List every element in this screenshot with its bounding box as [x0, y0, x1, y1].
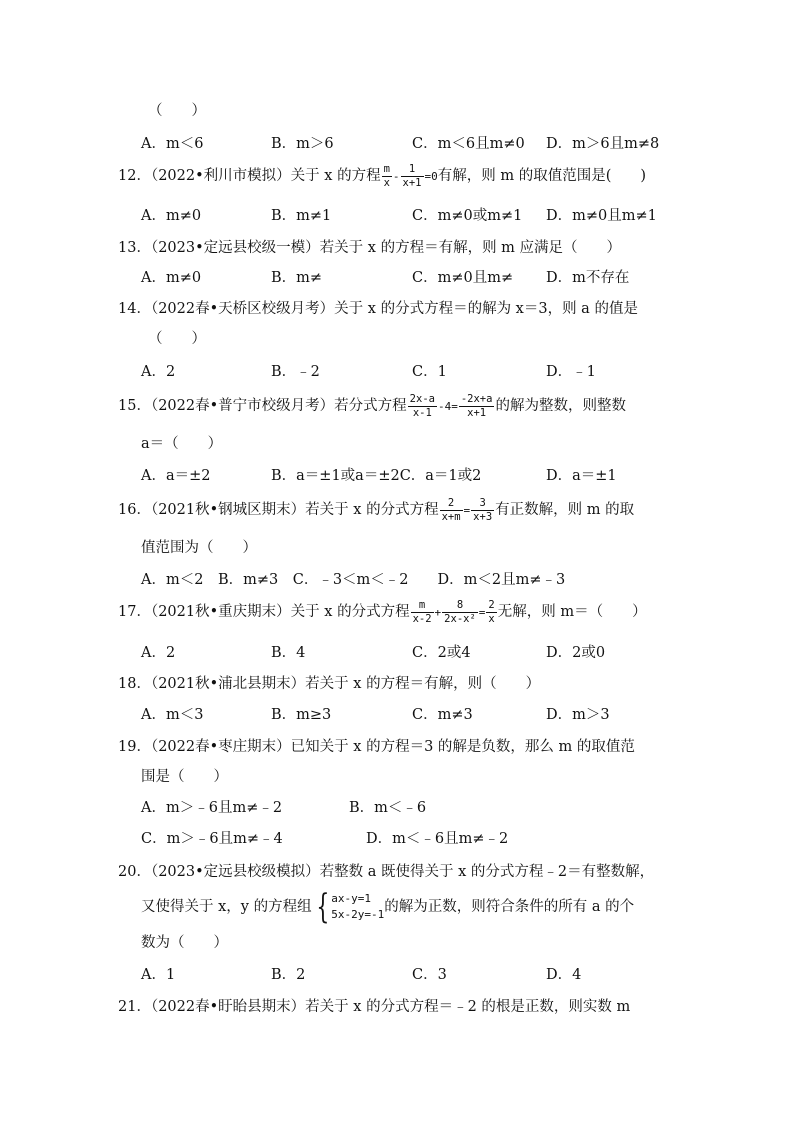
- q14-number: 14．: [118, 301, 151, 317]
- q20-number: 20．: [118, 864, 151, 880]
- q18-option-b: B．m≥3: [271, 707, 332, 723]
- q13-number: 13．: [118, 240, 151, 256]
- q12-post: 有解，则 m 的取值范围是( ): [437, 168, 647, 184]
- q13-option-d: D．m不存在: [546, 270, 630, 286]
- q12-source: （2022•利川市模拟）: [150, 168, 291, 184]
- q17-fraction-3: [486, 599, 496, 626]
- q19-stem: [118, 737, 635, 757]
- q17-stem: [118, 597, 647, 628]
- q15-fraction-2: [459, 393, 495, 420]
- q16-frac2-den: x+3: [473, 510, 493, 523]
- q13-option-c: C．m≠0且m≠: [412, 270, 514, 286]
- q16-frac1-num: 2: [440, 497, 463, 511]
- q17-post: 无解，则 m＝（ ）: [497, 604, 647, 620]
- q16-source: （2021秋•钢城区期末）: [150, 502, 306, 518]
- q15-number: 15．: [118, 398, 151, 414]
- q20-system: [331, 891, 384, 923]
- q21-number: 21．: [118, 999, 151, 1015]
- q16-fraction-1: [440, 497, 463, 524]
- q18-stem: [118, 674, 540, 694]
- q18-number: 18．: [118, 676, 151, 692]
- q17-option-a: A．2: [141, 645, 176, 661]
- q17-fraction-1: [411, 599, 434, 626]
- q13-source: （2023•定远县校级一模）: [150, 240, 320, 256]
- q20-option-d: D．4: [546, 967, 582, 983]
- q16-frac1-den: x+m: [441, 510, 461, 523]
- q15-frac2-num: -2x+a: [460, 392, 493, 405]
- q16-stem: [118, 495, 634, 526]
- q15-frac1-num: 2x-a: [409, 392, 435, 405]
- q17-option-c: C．2或4: [412, 645, 471, 661]
- q14-option-d: D．﹣1: [546, 364, 596, 380]
- q15-post: 的解为整数，则整数: [495, 398, 626, 414]
- q11-option-d: D．m＞6且m≠8: [546, 136, 660, 152]
- q13-text: 若关于 x 的方程＝有解，则 m 应满足（ ）: [319, 240, 622, 256]
- q15-fraction-1: [408, 393, 437, 420]
- q15-mid: -4=: [437, 400, 458, 413]
- q21-source: （2022春•盱眙县期末）: [150, 999, 306, 1015]
- q14-option-a: A．2: [141, 364, 176, 380]
- q11-option-a: A．m＜6: [141, 136, 204, 152]
- q17-option-d: D．2或0: [546, 645, 606, 661]
- q12-frac2-den: x+1: [402, 176, 422, 189]
- q19-text: 已知关于 x 的方程＝3 的解是负数，那么 m 的取值范: [290, 739, 635, 755]
- q17-source: （2021秋•重庆期末）: [150, 604, 291, 620]
- q19-option-c: C．m＞﹣6且m≠﹣4: [141, 831, 283, 847]
- q12-option-c: C．m≠0或m≠1: [412, 208, 523, 224]
- q20-stem: [118, 862, 654, 882]
- q20-line3: 数为（ ）: [141, 935, 228, 951]
- q18-option-c: C．m≠3: [412, 707, 473, 723]
- q17-frac2-num: 8: [442, 599, 478, 613]
- q16-eq: =: [463, 504, 471, 517]
- q12-option-a: A．m≠0: [141, 208, 202, 224]
- q14-option-c: C．1: [412, 364, 447, 380]
- q19-option-b: B．m＜﹣6: [349, 800, 427, 816]
- q20-line2-pre: 又使得关于 x，y 的方程组: [141, 899, 312, 915]
- q16-pre: 若关于 x 的分式方程: [305, 502, 439, 518]
- q13-stem: [118, 238, 621, 258]
- q16-post: 有正数解，则 m 的取: [495, 502, 635, 518]
- q11-option-c: C．m＜6且m≠0: [412, 136, 525, 152]
- q12-pre: 关于 x 的方程: [290, 168, 381, 184]
- q20-line2-post: 的解为正数，则符合条件的所有 a 的个: [384, 899, 635, 915]
- q12-stem: [118, 161, 646, 192]
- q15-line2: a＝（ ）: [141, 436, 223, 452]
- q16-line2: 值范围为（ ）: [141, 540, 257, 556]
- q13-option-a: A．m≠0: [141, 270, 202, 286]
- q19-option-d: D．m＜﹣6且m≠﹣2: [366, 831, 509, 847]
- q11-option-b: B．m＞6: [271, 136, 334, 152]
- q15-option-bc: B．a＝±1或a＝±2C．a＝1或2: [271, 468, 482, 484]
- q19-source: （2022春•枣庄期末）: [150, 739, 291, 755]
- q12-frac1-den: x: [383, 176, 390, 189]
- q12-option-d: D．m≠0且m≠1: [546, 208, 657, 224]
- q20-option-b: B．2: [271, 967, 306, 983]
- q12-fraction-1: [382, 163, 392, 190]
- q19-line2: 围是（ ）: [141, 769, 228, 785]
- q15-frac1-den: x-1: [412, 406, 432, 419]
- q20-text: 若整数 a 既使得关于 x 的分式方程﹣2＝有整数解，: [319, 864, 655, 880]
- q15-option-a: A．a＝±2: [141, 468, 211, 484]
- q17-eq: =: [478, 606, 486, 619]
- q18-option-a: A．m＜3: [141, 707, 204, 723]
- q18-text: 若关于 x 的方程＝有解，则（ ）: [305, 676, 541, 692]
- q20-line2: [141, 887, 634, 927]
- q16-number: 16．: [118, 502, 151, 518]
- q14-stem: [118, 299, 638, 319]
- q20-option-c: C．3: [412, 967, 447, 983]
- q16-fraction-2: [471, 497, 494, 524]
- q17-option-b: B．4: [271, 645, 306, 661]
- q13-option-b: B．m≠: [271, 270, 323, 286]
- q12-number: 12．: [118, 168, 151, 184]
- q18-source: （2021秋•浦北县期末）: [150, 676, 306, 692]
- q21-stem: [118, 997, 630, 1017]
- q17-frac1-num: m: [411, 599, 434, 613]
- q17-plus: +: [434, 606, 442, 619]
- q17-number: 17．: [118, 604, 151, 620]
- q19-option-a: A．m＞﹣6且m≠﹣2: [141, 800, 283, 816]
- q15-frac2-den: x+1: [467, 406, 487, 419]
- q15-stem: [118, 391, 626, 422]
- q12-frac2-num: 1: [401, 163, 424, 177]
- q12-minus: -: [392, 170, 400, 183]
- q11-paren: （ ）: [148, 103, 206, 119]
- q15-option-d: D．a＝±1: [546, 468, 617, 484]
- q19-number: 19．: [118, 739, 151, 755]
- q20-eq2: 5x-2y=-1: [331, 908, 385, 921]
- q12-option-b: B．m≠1: [271, 208, 332, 224]
- q14-text: 关于 x 的分式方程＝的解为 x＝3，则 a 的值是: [334, 301, 638, 317]
- q17-frac1-den: x-2: [412, 612, 432, 625]
- q17-fraction-2: [442, 599, 478, 626]
- q16-options: A．m＜2 B．m≠3 C．﹣3＜m＜﹣2 D．m＜2且m≠﹣3: [141, 572, 566, 588]
- q12-frac1-num: m: [383, 162, 390, 175]
- q21-text: 若关于 x 的分式方程＝﹣2 的根是正数，则实数 m: [305, 999, 631, 1015]
- q20-source: （2023•定远县校级模拟）: [150, 864, 320, 880]
- q20-option-a: A．1: [141, 967, 176, 983]
- q18-option-d: D．m＞3: [546, 707, 610, 723]
- q14-option-b: B．﹣2: [271, 364, 320, 380]
- q12-eq0: =0: [424, 170, 438, 183]
- q15-pre: 若分式方程: [334, 398, 407, 414]
- q17-pre: 关于 x 的分式方程: [290, 604, 410, 620]
- q17-frac2-den: 2x-x²: [444, 612, 476, 625]
- q15-source: （2022春•普宁市校级月考）: [150, 398, 335, 414]
- q20-eq1: ax-y=1: [331, 892, 371, 905]
- q17-frac3-num: 2: [488, 598, 495, 611]
- q16-frac2-num: 3: [471, 497, 494, 511]
- q17-frac3-den: x: [488, 612, 495, 625]
- q14-source: （2022春•天桥区校级月考）: [150, 301, 335, 317]
- q14-paren: （ ）: [148, 331, 206, 347]
- q20-brace: {: [315, 887, 329, 927]
- q12-fraction-2: [401, 163, 424, 190]
